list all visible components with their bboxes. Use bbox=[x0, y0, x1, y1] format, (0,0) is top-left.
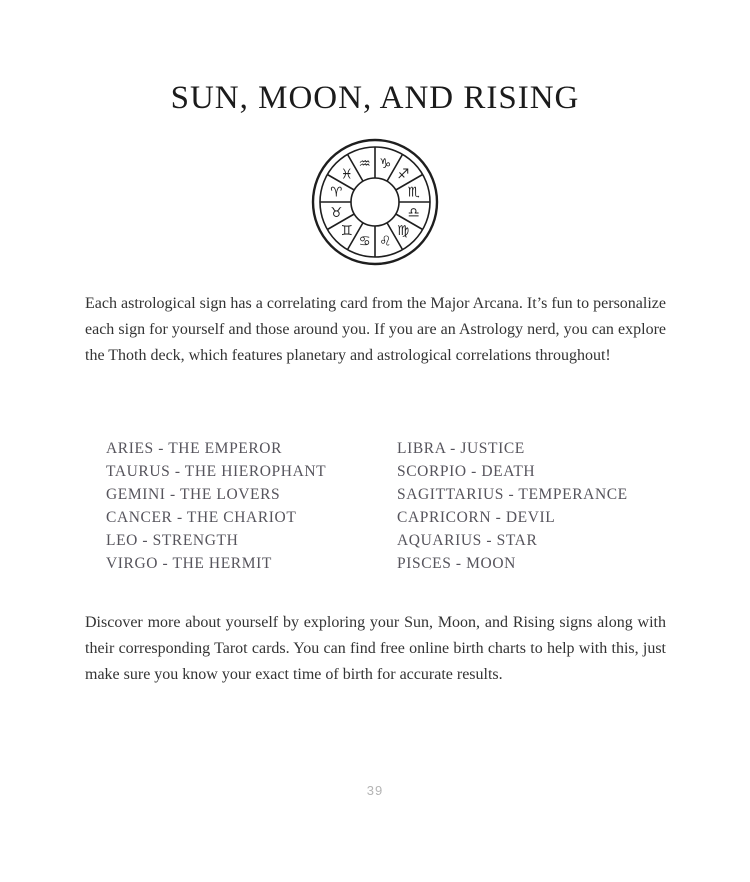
sign-card-item: AQUARIUS - STAR bbox=[397, 532, 538, 549]
page-number: 39 bbox=[366, 783, 384, 798]
sign-card-list bbox=[0, 437, 750, 577]
sign-card-item: PISCES - MOON bbox=[397, 555, 516, 572]
scorpio-glyph-icon: ♏ bbox=[407, 184, 420, 201]
sign-card-item: LIBRA - JUSTICE bbox=[397, 440, 525, 457]
gemini-glyph-icon: ♊ bbox=[340, 223, 353, 240]
wheel-hub-circle bbox=[351, 178, 399, 226]
outro-paragraph: Discover more about yourself by exploring your Sun, Moon, and Rising signs along with their corresponding Tarot cards. You can find free online birth charts to help with this, just make sure you know your exact time of birth for accurate results. bbox=[85, 614, 666, 683]
sign-card-item: TAURUS - THE HIEROPHANT bbox=[106, 463, 327, 480]
sign-card-item: SCORPIO - DEATH bbox=[397, 463, 536, 480]
sign-card-item: SAGITTARIUS - TEMPERANCE bbox=[397, 486, 628, 503]
sign-card-item: VIRGO - THE HERMIT bbox=[106, 555, 272, 572]
sign-card-item: CAPRICORN - DEVIL bbox=[397, 509, 556, 526]
capricorn-glyph-icon: ♑ bbox=[379, 156, 392, 173]
leo-glyph-icon: ♌ bbox=[379, 233, 392, 250]
sagittarius-glyph-icon: ♐ bbox=[397, 166, 410, 183]
virgo-glyph-icon: ♍ bbox=[397, 223, 410, 240]
sign-card-column-left bbox=[106, 437, 326, 575]
taurus-glyph-icon: ♉ bbox=[330, 205, 343, 222]
sign-card-item: CANCER - THE CHARIOT bbox=[106, 509, 297, 526]
aries-glyph-icon: ♈ bbox=[330, 184, 343, 201]
sign-card-item: GEMINI - THE LOVERS bbox=[106, 486, 281, 503]
sign-card-item: ARIES - THE EMPEROR bbox=[106, 440, 283, 457]
pisces-glyph-icon: ♓ bbox=[340, 166, 353, 183]
sign-card-item: LEO - STRENGTH bbox=[106, 532, 239, 549]
aquarius-glyph-icon: ♒ bbox=[358, 156, 371, 173]
sign-card-column-right bbox=[397, 437, 628, 575]
zodiac-wheel bbox=[309, 136, 441, 268]
page-title: SUN, MOON, AND RISING bbox=[170, 80, 580, 116]
cancer-glyph-icon: ♋ bbox=[358, 233, 371, 250]
intro-paragraph: Each astrological sign has a correlating card from the Major Arcana. It’s fun to personalize each sign for yourself and those around you. If you are an Astrology nerd, you can explore the Thoth deck, which features planetary and astrological correlations throughout! bbox=[85, 295, 666, 364]
libra-glyph-icon: ♎ bbox=[407, 205, 420, 222]
zodiac-wheel-svg bbox=[309, 136, 441, 268]
